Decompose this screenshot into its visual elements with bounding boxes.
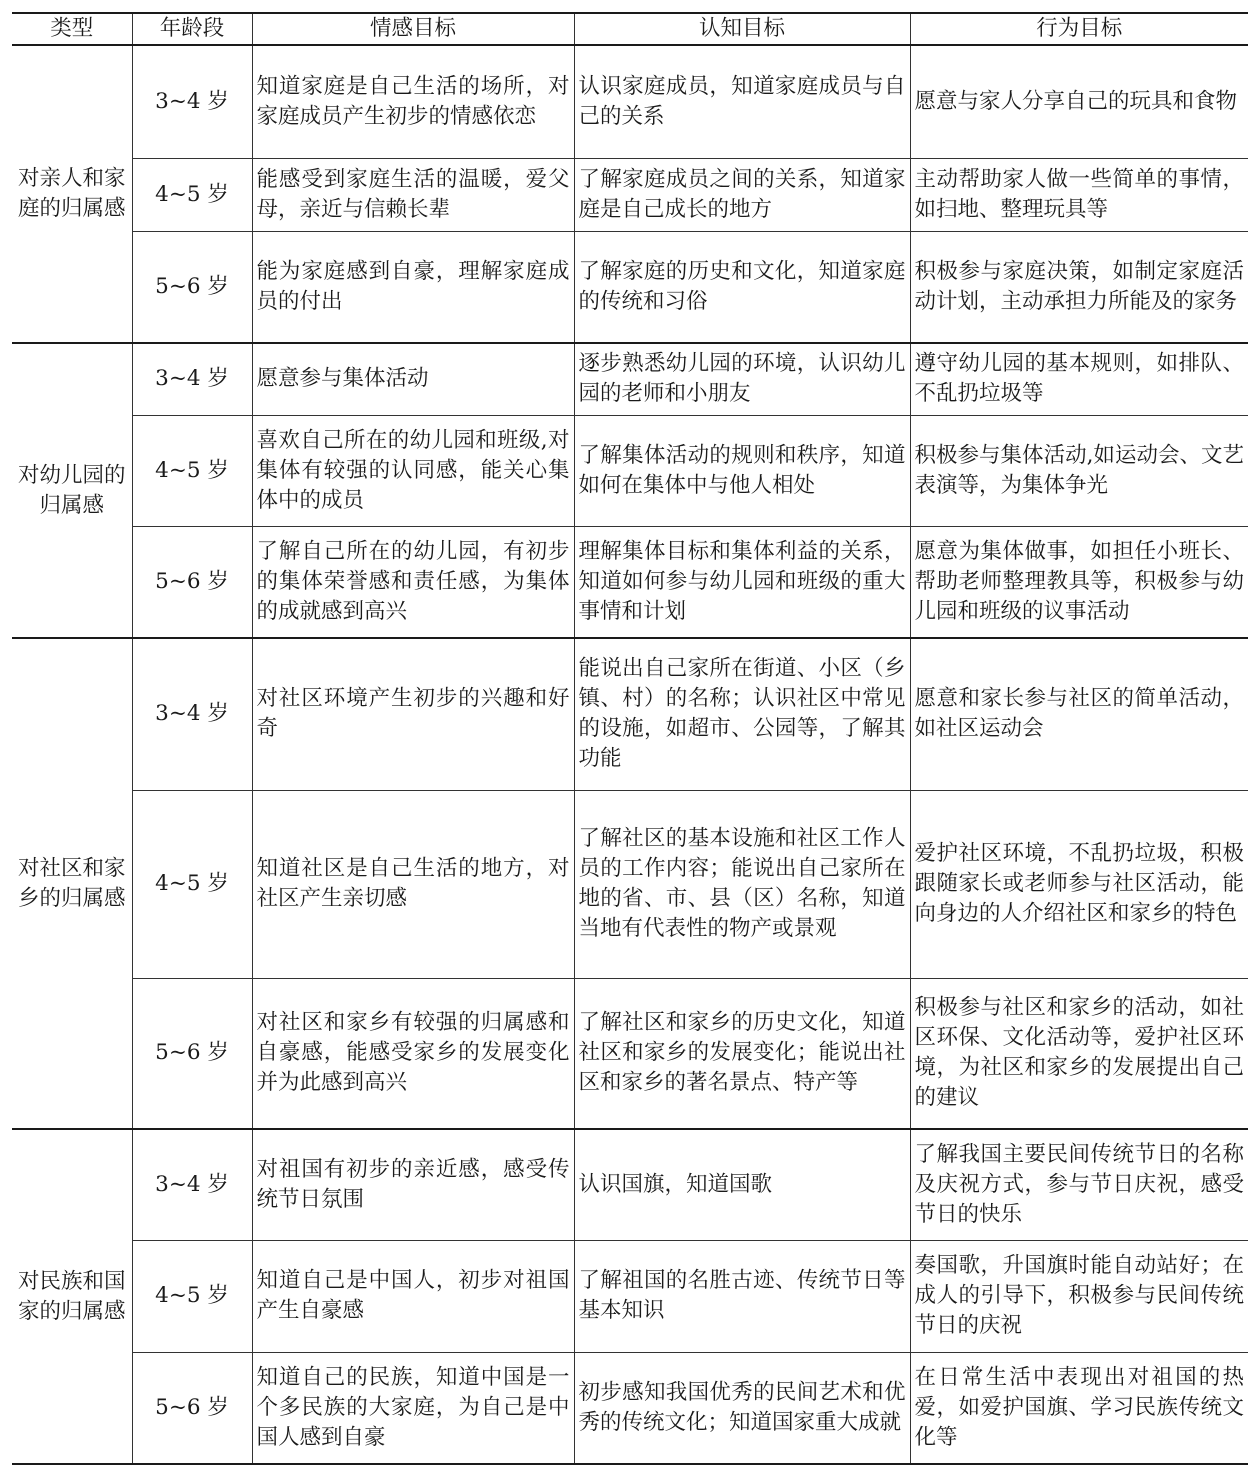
table-row	[12, 343, 1248, 415]
cognition-goal-cell: 理解集体目标和集体利益的关系，知道如何参与幼儿园和班级的重大事情和计划	[574, 526, 910, 638]
table-row	[12, 790, 1248, 978]
emotion-goal-cell: 了解自己所在的幼儿园，有初步的集体荣誉感和责任感，为集体的成就感到高兴	[252, 526, 574, 638]
type-cell-community: 对社区和家乡的归属感	[12, 638, 132, 1129]
table-row	[12, 526, 1248, 638]
behavior-goal-cell: 了解我国主要民间传统节日的名称及庆祝方式，参与节日庆祝，感受节日的快乐	[910, 1129, 1248, 1240]
emotion-goal-cell: 能感受到家庭生活的温暖，爱父母，亲近与信赖长辈	[252, 158, 574, 231]
age-cell: 5~6 岁	[132, 978, 252, 1129]
emotion-goal-cell: 对社区和家乡有较强的归属感和自豪感，能感受家乡的发展变化并为此感到高兴	[252, 978, 574, 1129]
emotion-goal-cell: 知道家庭是自己生活的场所，对家庭成员产生初步的情感依恋	[252, 45, 574, 158]
age-cell: 4~5 岁	[132, 158, 252, 231]
header-cognition-goal: 认知目标	[574, 13, 910, 45]
cognition-goal-cell: 了解社区的基本设施和社区工作人员的工作内容；能说出自己家所在地的省、市、县（区）名称，知道当地有代表性的物产或景观	[574, 790, 910, 978]
age-cell: 3~4 岁	[132, 638, 252, 790]
age-cell: 4~5 岁	[132, 790, 252, 978]
emotion-goal-cell: 对社区环境产生初步的兴趣和好奇	[252, 638, 574, 790]
emotion-goal-cell: 知道自己的民族，知道中国是一个多民族的大家庭，为自己是中国人感到自豪	[252, 1352, 574, 1464]
age-cell: 3~4 岁	[132, 1129, 252, 1240]
behavior-goal-cell: 奏国歌，升国旗时能自动站好；在成人的引导下，积极参与民间传统节日的庆祝	[910, 1240, 1248, 1352]
type-cell-family: 对亲人和家庭的归属感	[12, 45, 132, 343]
age-cell: 5~6 岁	[132, 1352, 252, 1464]
header-emotion-goal: 情感目标	[252, 13, 574, 45]
emotion-goal-cell: 对祖国有初步的亲近感，感受传统节日氛围	[252, 1129, 574, 1240]
cognition-goal-cell: 能说出自己家所在街道、小区（乡镇、村）的名称；认识社区中常见的设施，如超市、公园等，了解其功能	[574, 638, 910, 790]
behavior-goal-cell: 爱护社区环境，不乱扔垃圾，积极跟随家长或老师参与社区活动，能向身边的人介绍社区和家乡的特色	[910, 790, 1248, 978]
age-cell: 3~4 岁	[132, 45, 252, 158]
age-cell: 3~4 岁	[132, 343, 252, 415]
cognition-goal-cell: 了解社区和家乡的历史文化，知道社区和家乡的发展变化；能说出社区和家乡的著名景点、特产等	[574, 978, 910, 1129]
belonging-goals-table	[12, 12, 1248, 1465]
cognition-goal-cell: 了解祖国的名胜古迹、传统节日等基本知识	[574, 1240, 910, 1352]
table-row	[12, 1129, 1248, 1240]
cognition-goal-cell: 了解家庭的历史和文化，知道家庭的传统和习俗	[574, 231, 910, 343]
table-row	[12, 45, 1248, 158]
age-cell: 5~6 岁	[132, 231, 252, 343]
behavior-goal-cell: 愿意和家长参与社区的简单活动，如社区运动会	[910, 638, 1248, 790]
age-cell: 4~5 岁	[132, 1240, 252, 1352]
behavior-goal-cell: 主动帮助家人做一些简单的事情，如扫地、整理玩具等	[910, 158, 1248, 231]
behavior-goal-cell: 积极参与家庭决策，如制定家庭活动计划，主动承担力所能及的家务	[910, 231, 1248, 343]
cognition-goal-cell: 了解集体活动的规则和秩序，知道如何在集体中与他人相处	[574, 415, 910, 526]
type-cell-kindergarten: 对幼儿园的归属感	[12, 343, 132, 638]
emotion-goal-cell: 知道社区是自己生活的地方，对社区产生亲切感	[252, 790, 574, 978]
behavior-goal-cell: 遵守幼儿园的基本规则，如排队、不乱扔垃圾等	[910, 343, 1248, 415]
emotion-goal-cell: 能为家庭感到自豪，理解家庭成员的付出	[252, 231, 574, 343]
table-row	[12, 158, 1248, 231]
table-row	[12, 1240, 1248, 1352]
cognition-goal-cell: 逐步熟悉幼儿园的环境，认识幼儿园的老师和小朋友	[574, 343, 910, 415]
age-cell: 5~6 岁	[132, 526, 252, 638]
emotion-goal-cell: 愿意参与集体活动	[252, 343, 574, 415]
behavior-goal-cell: 愿意为集体做事，如担任小班长、帮助老师整理教具等，积极参与幼儿园和班级的议事活动	[910, 526, 1248, 638]
emotion-goal-cell: 知道自己是中国人，初步对祖国产生自豪感	[252, 1240, 574, 1352]
header-age-group: 年龄段	[132, 13, 252, 45]
behavior-goal-cell: 积极参与社区和家乡的活动，如社区环保、文化活动等，爱护社区环境，为社区和家乡的发展提出自己的建议	[910, 978, 1248, 1129]
table-row	[12, 231, 1248, 343]
cognition-goal-cell: 认识家庭成员，知道家庭成员与自己的关系	[574, 45, 910, 158]
table-row	[12, 978, 1248, 1129]
table-row	[12, 638, 1248, 790]
emotion-goal-cell: 喜欢自己所在的幼儿园和班级,对集体有较强的认同感，能关心集体中的成员	[252, 415, 574, 526]
document-page	[12, 12, 1248, 1465]
table-row	[12, 415, 1248, 526]
header-behavior-goal: 行为目标	[910, 13, 1248, 45]
type-cell-nation: 对民族和国家的归属感	[12, 1129, 132, 1464]
behavior-goal-cell: 积极参与集体活动,如运动会、文艺表演等，为集体争光	[910, 415, 1248, 526]
table-row	[12, 1352, 1248, 1464]
header-type: 类型	[12, 13, 132, 45]
cognition-goal-cell: 了解家庭成员之间的关系，知道家庭是自己成长的地方	[574, 158, 910, 231]
age-cell: 4~5 岁	[132, 415, 252, 526]
behavior-goal-cell: 愿意与家人分享自己的玩具和食物	[910, 45, 1248, 158]
header-row	[12, 13, 1248, 45]
behavior-goal-cell: 在日常生活中表现出对祖国的热爱，如爱护国旗、学习民族传统文化等	[910, 1352, 1248, 1464]
cognition-goal-cell: 初步感知我国优秀的民间艺术和优秀的传统文化；知道国家重大成就	[574, 1352, 910, 1464]
cognition-goal-cell: 认识国旗，知道国歌	[574, 1129, 910, 1240]
